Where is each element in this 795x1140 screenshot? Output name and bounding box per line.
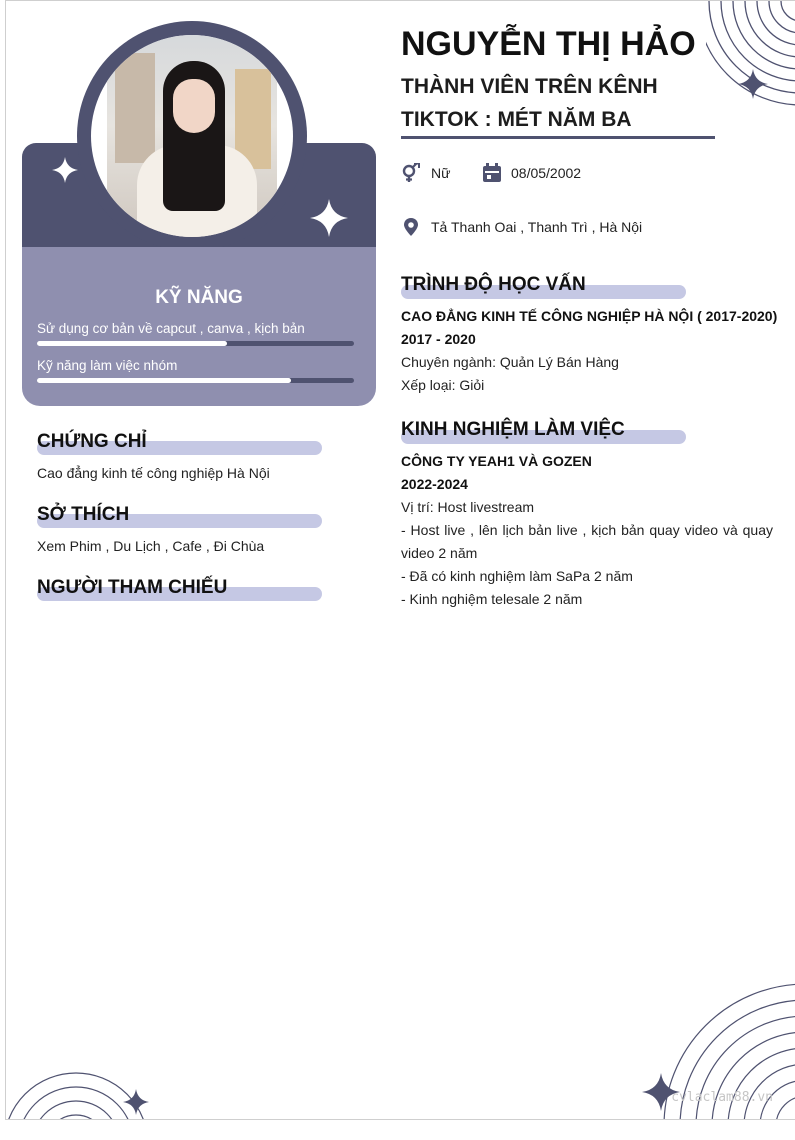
experience-line: - Đã có kinh nghiệm làm SaPa 2 năm <box>401 568 633 584</box>
address-value: Tả Thanh Oai , Thanh Trì , Hà Nội <box>431 219 643 235</box>
sparkle-icon <box>123 1089 149 1115</box>
profile-photo-frame <box>77 21 307 251</box>
skill-label: Sử dụng cơ bản về capcut , canva , kịch bản <box>37 321 305 336</box>
cv-page <box>5 0 795 1120</box>
profile-photo <box>91 35 293 237</box>
experience-company: CÔNG TY YEAH1 VÀ GOZEN <box>401 453 592 469</box>
skill-bar-fill <box>37 341 227 346</box>
experience-title: KINH NGHIỆM LÀM VIỆC <box>401 419 625 440</box>
certificates-content: Cao đẳng kinh tế công nghiệp Hà Nội <box>37 465 270 481</box>
skill-bar-fill <box>37 378 291 383</box>
name-underline <box>401 136 715 139</box>
experience-period: 2022-2024 <box>401 476 468 492</box>
gender-icon <box>401 163 421 183</box>
education-period: 2017 - 2020 <box>401 331 476 347</box>
experience-position: Vị trí: Host livestream <box>401 499 535 515</box>
watermark: cvlaclam88.vn <box>671 1090 773 1105</box>
experience-line: video 2 năm <box>401 545 478 561</box>
skills-title: KỸ NĂNG <box>155 287 243 308</box>
skill-bar <box>37 378 354 383</box>
experience-line: - Kinh nghiệm telesale 2 năm <box>401 591 583 607</box>
skills-card <box>22 247 376 406</box>
candidate-subtitle: TIKTOK : MÉT NĂM BA <box>401 108 632 131</box>
sparkle-icon <box>52 157 78 183</box>
gender-value: Nữ <box>431 165 451 181</box>
certificates-title: CHỨNG CHỈ <box>37 431 147 452</box>
education-major: Chuyên ngành: Quản Lý Bán Hàng <box>401 354 619 370</box>
sparkle-icon <box>310 199 348 237</box>
calendar-icon <box>482 163 502 183</box>
references-title: NGƯỜI THAM CHIẾU <box>37 577 228 598</box>
sparkle-icon <box>738 69 768 99</box>
skill-bar <box>37 341 354 346</box>
profile-photo-image <box>107 35 277 237</box>
birthdate-value: 08/05/2002 <box>511 165 582 181</box>
hobbies-content: Xem Phim , Du Lịch , Cafe , Đi Chùa <box>37 538 265 554</box>
location-pin-icon <box>401 217 421 237</box>
education-grade: Xếp loại: Giỏi <box>401 377 485 393</box>
candidate-name: NGUYỄN THỊ HẢO <box>401 25 696 63</box>
education-title: TRÌNH ĐỘ HỌC VẤN <box>401 274 586 295</box>
education-school: CAO ĐẲNG KINH TẾ CÔNG NGHIỆP HÀ NỘI ( 2017-2020) <box>401 308 778 324</box>
hobbies-title: SỞ THÍCH <box>37 504 130 525</box>
experience-line: - Host live , lên lịch bản live , kịch bản quay video và quay <box>401 522 773 538</box>
candidate-subtitle: THÀNH VIÊN TRÊN KÊNH <box>401 75 658 98</box>
skill-label: Kỹ năng làm việc nhóm <box>37 358 178 373</box>
